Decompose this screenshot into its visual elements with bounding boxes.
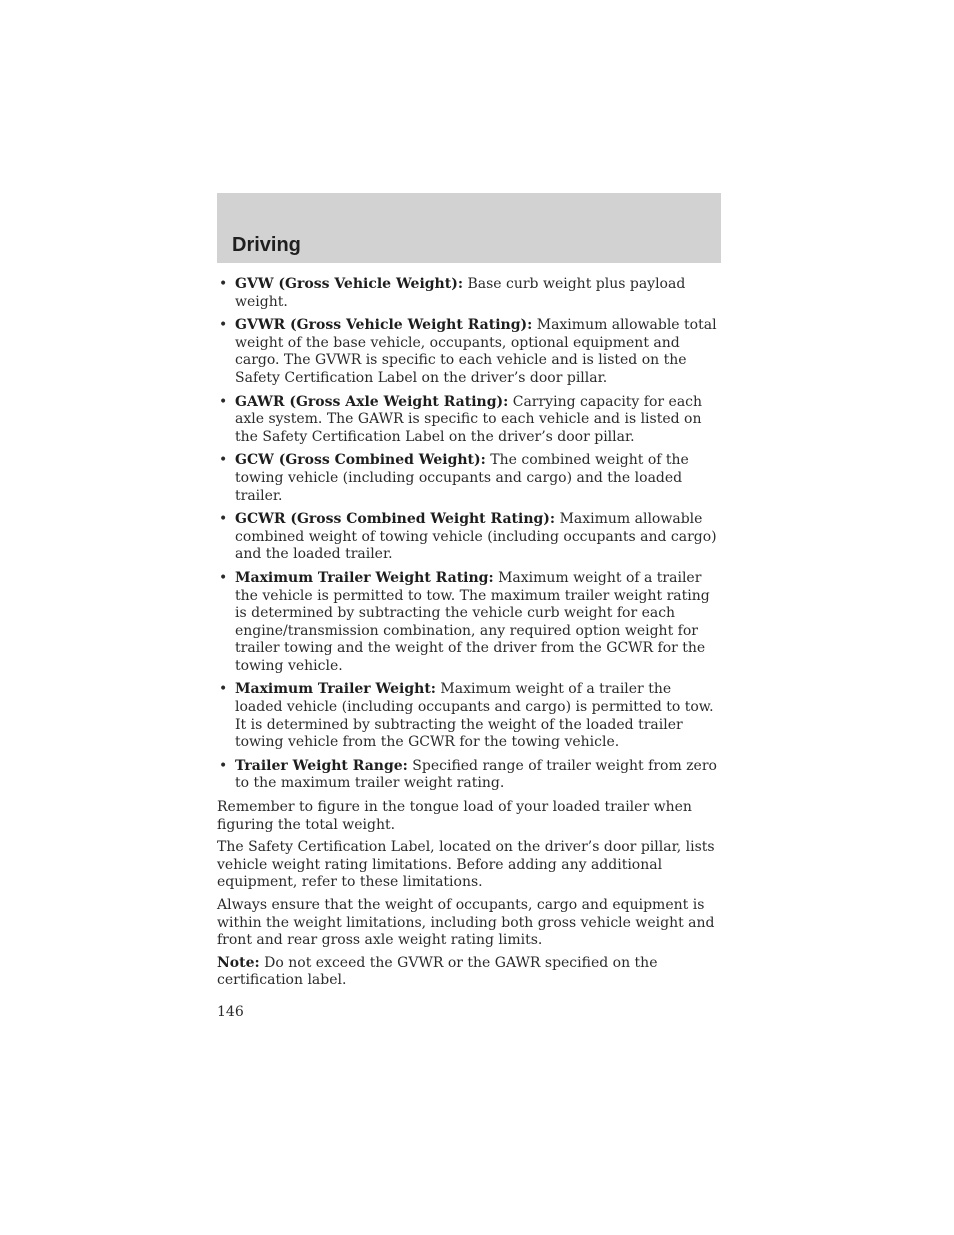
definition-item (217, 681, 723, 751)
bullet-icon: • (219, 452, 228, 469)
section-title: Driving (232, 234, 301, 256)
definition-item (217, 317, 723, 387)
bullet-icon: • (219, 569, 228, 586)
bullet-icon: • (219, 317, 228, 334)
note-text: Do not exceed the GVWR or the GAWR specified on the certification label. (217, 954, 658, 989)
definition-item (217, 394, 723, 447)
note-label: Note: (217, 954, 260, 971)
body-paragraph: Remember to figure in the tongue load of your loaded trailer when figuring the total weight. (217, 799, 692, 833)
bullet-icon: • (219, 511, 228, 528)
definition-text: Maximum allowable combined weight of towing vehicle (including occupants and cargo) and the loaded trailer. (235, 511, 717, 563)
definition-text: The combined weight of the towing vehicle (including occupants and cargo) and the loaded trailer. (235, 452, 689, 504)
definition-item (217, 511, 723, 564)
body-paragraph: The Safety Certification Label, located on the driver’s door pillar, lists vehicle weight rating limitations. Before adding any additional equipment, refer to these limitations. (217, 839, 715, 891)
definition-term: Trailer Weight Range: (235, 757, 408, 774)
definition-text: Carrying capacity for each axle system. The GAWR is specific to each vehicle and is listed on the Safety Certification Label on the driver’s door pillar. (235, 393, 703, 445)
definition-term: GCW (Gross Combined Weight): (235, 452, 486, 469)
definition-text: Maximum allowable total weight of the base vehicle, occupants, optional equipment and cargo. The GVWR is specific to each vehicle and is listed on the Safety Certification Label on the driver’s door pillar. (235, 317, 717, 386)
definition-term: Maximum Trailer Weight Rating: (235, 569, 494, 586)
body-paragraph: Always ensure that the weight of occupants, cargo and equipment is within the weight limitations, including both gross vehicle weight and front and rear gross axle weight rating limits. (217, 897, 715, 949)
definition-term: Maximum Trailer Weight: (235, 681, 436, 698)
definition-text: Maximum weight of a trailer the vehicle is permitted to tow. The maximum trailer weight rating is determined by subtracting the vehicle curb weight for each engine/transmission combination, any required option weight for trailer towing and the weight of the driver from the GCWR for the towing vehicle. (235, 569, 710, 674)
definition-item (217, 570, 723, 676)
section-header-band (217, 193, 721, 263)
bullet-icon: • (219, 681, 228, 698)
definition-term: GCWR (Gross Combined Weight Rating): (235, 511, 556, 528)
bullet-icon: • (219, 757, 228, 774)
page-number: 146 (217, 1003, 244, 1020)
definition-text: Specified range of trailer weight from zero to the maximum trailer weight rating. (235, 757, 717, 792)
page-content (217, 276, 723, 1022)
definition-item (217, 276, 723, 311)
note-paragraph (217, 955, 723, 990)
definition-text: Base curb weight plus payload weight. (235, 276, 686, 310)
weight-definitions-list (217, 276, 723, 793)
bullet-icon: • (219, 276, 228, 292)
definition-term: GVW (Gross Vehicle Weight): (235, 276, 463, 292)
bullet-icon: • (219, 393, 228, 410)
definition-term: GVWR (Gross Vehicle Weight Rating): (235, 317, 533, 334)
definition-item (217, 452, 723, 505)
definition-term: GAWR (Gross Axle Weight Rating): (235, 393, 509, 410)
definition-text: Maximum weight of a trailer the loaded vehicle (including occupants and cargo) is permitted to tow. It is determined by subtracting the weight of the loaded trailer towing vehicle from the GCWR for the towing vehicle. (235, 681, 714, 751)
definition-item (217, 758, 723, 793)
